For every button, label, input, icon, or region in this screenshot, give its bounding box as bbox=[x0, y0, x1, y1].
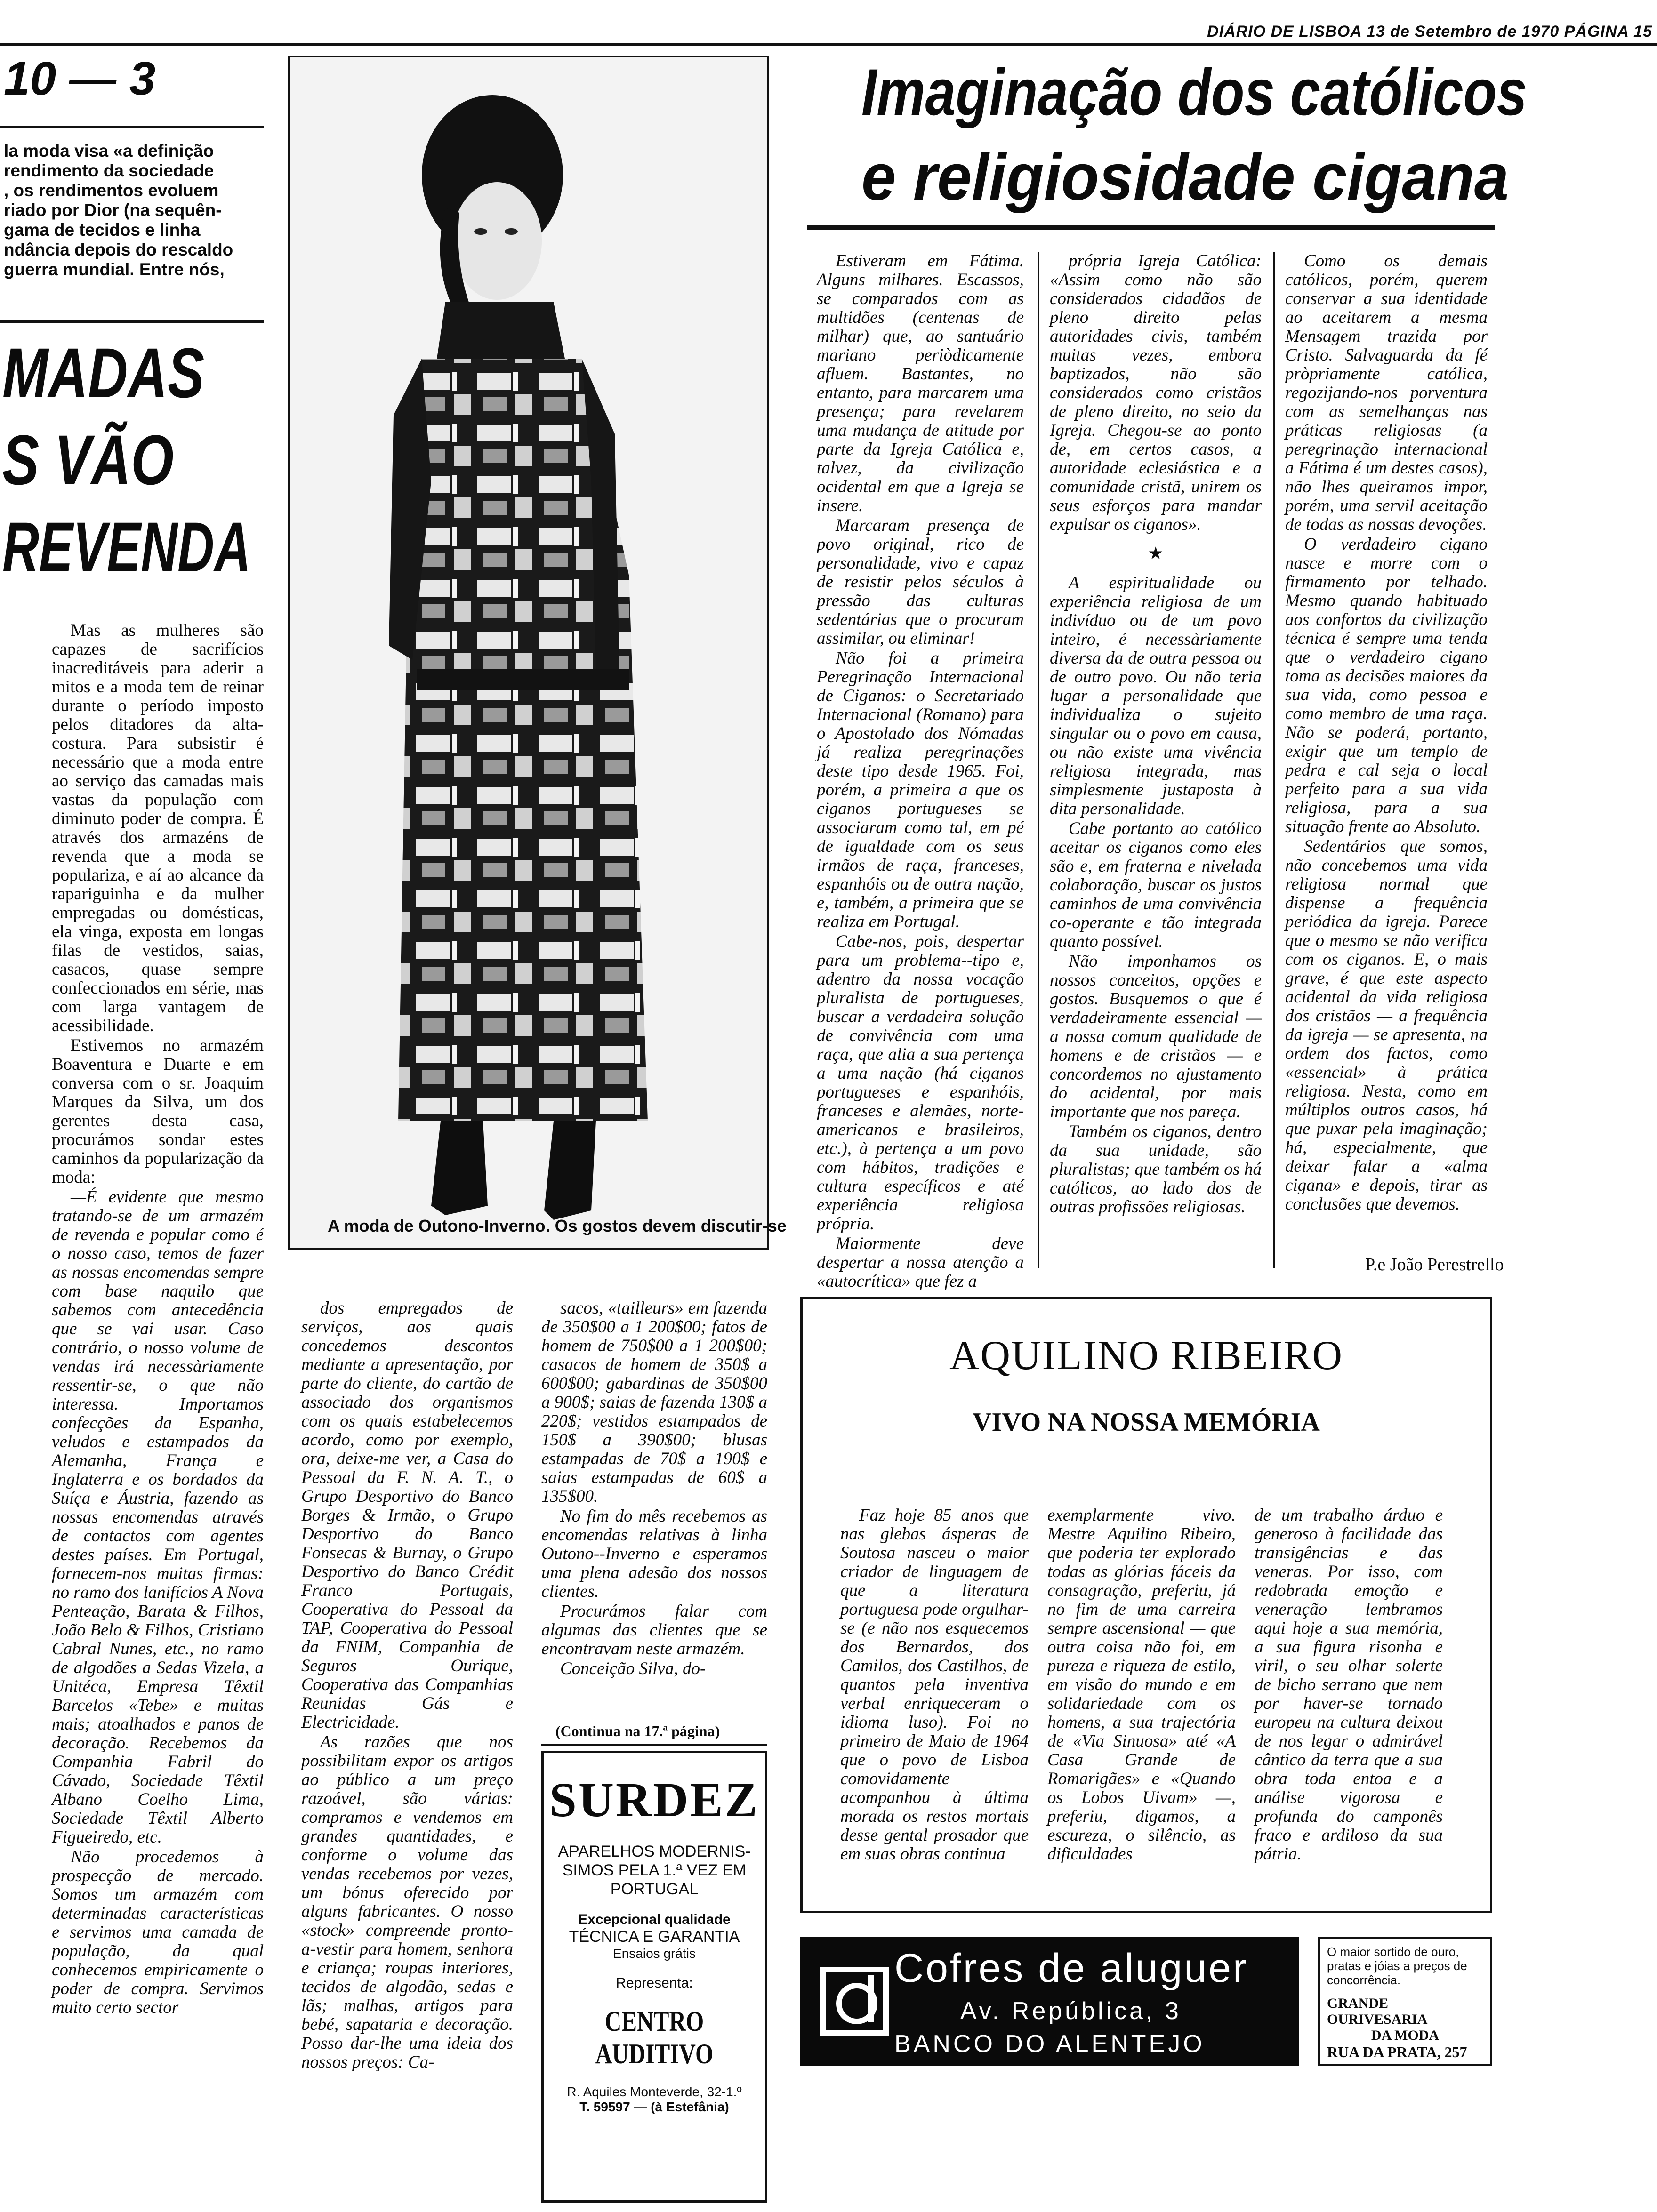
aquilino-col1: Faz hoje 85 anos que nas glebas ásperas de Soutosa nasceu o maior criador de linguagem de que a literatura portuguesa pode orgulhar-se (e não nos esquecemos dos Bernardos, dos Camilos, dos Castilhos, de quantos pela inventiva verbal enriqueceram o idioma luso). Foi no primeiro de Maio de 1964 que o povo de Lisboa comovidamente acompanhou à última morada os restos mortais desse gental prosador que em suas obras continua bbox=[840, 1506, 1029, 1864]
main-col1: Estiveram em Fátima. Alguns milhares. Escassos, se comparados com as multidões (centenas de milhar) que, ao santuário mariano periòdicamente afluem. Bastantes, no entanto, para marcarem uma presença; para revelarem uma mudança de atitude por parte da Igreja Católica e, talvez, da civilização ocidental em que a Igreja se insere. Marcaram presença de povo original, rico de personalidade, vivo e capaz de resistir pelos séculos à pressão das culturas sedentárias que o procuram assimilar, ou eliminar! Não foi a primeira Peregrinação Internacional de Ciganos: o Secretariado Internacional (Romano) para o Apostolado dos Nómadas já realiza peregrinações deste tipo desde 1965. Foi, porém, a primeira a que os ciganos portugueses se associaram como tal, em pé de igualdade com os seus irmãos de raça, franceses, espanhóis ou de outra nação, e, também, a primeira que se realiza em Portugal. Cabe-nos, pois, despertar para um problema--tipo e, adentro da nossa vocação pluralista de portugueses, buscar a verdadeira solução de convivência com uma raça, que alia a sua pertença a uma nação (há ciganos portugueses e espanhóis, franceses e alemães, norte-americanos e brasileiros, etc.), à pertença a um povo com hábitos, tradições e cultura específicos e até experiência religiosa própria. Maiormente deve despertar a nossa atenção a «autocrítica» que fez a bbox=[817, 251, 1024, 1291]
aquilino-box bbox=[800, 1297, 1492, 1913]
header-rule bbox=[0, 43, 1657, 46]
aquilino-subtitle: VIVO NA NOSSA MEMÓRIA bbox=[973, 1408, 1320, 1437]
main-headline-2: e religiosidade cigana bbox=[861, 140, 1509, 214]
ad-ourivesaria: O maior sortido de ouro, pratas e jóias a preços de concorrência. GRANDE OURIVESARIA DA MODA RUA DA PRATA, 257 bbox=[1318, 1937, 1492, 2066]
ad-surdez-company: CENTRO AUDITIVO bbox=[595, 2006, 714, 2069]
fashion-photo bbox=[288, 56, 787, 1250]
aquilino-col2: exemplarmente vivo. Mestre Aquilino Ribeiro, que poderia ter explorado todas as glórias fáceis da consagração, preferiu, já no fim de uma carreira sempre ascensional — que outra coisa não foi, em pureza e riqueza de estilo, em visão do mundo e em solidariedade com os homens, a sua trajectória de «Via Sinuosa» até «A Casa Grande de Romarigães» e «Quando os Lobos Uivam» —, preferiu, digamos, a escureza, o silêncio, as dificuldades bbox=[1047, 1506, 1236, 1864]
main-col2: própria Igreja Católica: «Assim como não são considerados cidadãos de pleno direito pelas autoridades civis, também muitas vezes, embora baptizados, não são considerados como cristãos de pleno direito, no seio da Igreja. Chegou-se ao ponto de, em certos casos, a autoridade eclesiástica e a comunidade cristã, unirem os seus esforços para mandar expulsar os ciganos». ★ A espiritualidade ou experiência religiosa de um indivíduo ou de um povo inteiro, é necessàriamente diversa da de outra pessoa ou de outro povo. Ou não teria lugar a personalidade que individualiza o sujeito singular ou o povo em causa, ou não existe uma vivência religiosa integrada, mas simplesmente justaposta à dita personalidade. Cabe portanto ao católico aceitar os ciganos como eles são e, em fraterna e nivelada colaboração, buscar os justos caminhos de uma convivência co-operante e tão integrada quanto possível. Não imponhamos os nossos conceitos, opções e gostos. Busquemos o que é verdadeiramente essencial — a nossa comum qualidade de homens e de cristãos — e concordemos no ajustamento do acidental, por mais importante que nos pareça. Também os ciganos, dentro da sua unidade, são pluralistas; que também os há católicos, ao lado dos de outras profissões religiosas. bbox=[1050, 251, 1262, 1217]
model-figure bbox=[290, 57, 767, 1248]
ad-surdez-title: SURDEZ bbox=[549, 1773, 759, 1827]
ad-banco-alentejo: Cofres de aluguer Av. República, 3 BANCO DO ALENTEJO bbox=[800, 1937, 1299, 2066]
photo-caption: A moda de Outono-Inverno. Os gostos devem discutir-se bbox=[328, 1216, 787, 1235]
bank-logo-icon bbox=[819, 1966, 890, 2036]
continuation-note: (Continua na 17.ª página) bbox=[555, 1723, 720, 1739]
main-headline-1: Imaginação dos católicos bbox=[861, 55, 1528, 129]
main-col3: Como os demais católicos, porém, querem conservar a sua identidade ao aceitarem a mesma Mensagem trazida por Cristo. Salvaguarda da fé pròpriamente católica, regozijando-nos porventura com as semelhanças nas práticas religiosas (a peregrinação internacional a Fátima é um destes casos), não lhes queiramos impor, porém, uma servil aceitação de todas as nossas devoções. O verdadeiro cigano nasce e morre com o firmamento por telhado. Mesmo quando habituado aos confortos da civilização técnica é sempre uma tenda que o verdadeiro cigano toma as decisões maiores da sua vida, como pessoa e como membro de uma raça. Não se poderá, portanto, exigir que um templo de pedra e cal seja o local perfeito para a sua vida religiosa, para a sua situação frente ao Absoluto. Sedentários que somos, não concebemos uma vida religiosa normal que dispense a frequência periódica da igreja. Parece que o mesmo se não verifica com os ciganos. E, o mais grave, é que este aspecto acidental da vida religiosa dos cristãos — a frequência da igreja — se apresenta, na ordem dos factos, como «essencial» à prática religiosa. Nesta, como em múltiplos outros casos, há que puxar pela imaginação; há, especialmente, que deixar falar a «alma cigana» e depois, tirar as conclusões que devemos. bbox=[1285, 251, 1488, 1214]
left-headline: MADAS S VÃO REVENDA bbox=[2, 333, 251, 586]
left-intro: la moda visa «a definição rendimento da sociedade , os rendimentos evoluem riado por Dior (na sequên- gama de tecidos e linha ndância depois do rescaldo guerra mundial. Entre nós, bbox=[4, 141, 233, 279]
left-body-col1: Mas as mulheres são capazes de sacrifícios inacreditáveis para aderir a mitos e a moda tem de reinar durante o período imposto pelos ditadores da alta-costura. Para subsistir é necessário que a moda entre ao serviço das camadas mais vastas da população com diminuto poder de compra. É através dos armazéns de revenda que a moda se populariza, e aí ao alcance da rapariguinha e da mulher empregadas ou domésticas, ela vinga, exposta em longas filas de vestidos, saias, casacos, quase sempre confeccionados em série, mas com larga vantagem de acessibilidade. Estivemos no armazém Boaventura e Duarte e em conversa com o sr. Joaquim Marques da Silva, um dos gerentes desta casa, procurámos sondar estes caminhos da popularização da moda: —É evidente que mesmo tratando-se de um armazém de revenda e popular como é o nosso caso, temos de fazer as nossas encomendas sempre com base naquilo que sabemos com antecedência que se vai usar. Caso contrário, o nosso volume de vendas irá necessàriamente ressentir-se, o que não interessa. Importamos confecções da Espanha, veludos e estampados da Alemanha, França e Inglaterra e os bordados da Suíça e Áustria, fazendo as nossas encomendas através de contactos com agentes destes países. Em Portugal, fornecem-nos muitas firmas: no ramo dos lanifícios A Nova Penteação, Barata & Filhos, João Belo & Filhos, Cristiano Cabral Nunes, etc., no ramo de algodões a Sedas Vizela, a Unitéca, Empresa Têxtil Barcelos «Tebe» e muitas mais; atoalhados e panos de decoração. Recebemos da Companhia Fabril do Cávado, Sociedade Têxtil Albano Coelho Lima, Sociedade Têxtil Alberto Figueiredo, etc. Não procedemos à prospecção de mercado. Somos um armazém com determinadas características e servimos uma camada de população, da qual conhecemos empiricamente o poder de compra. Servimos muito certo sector bbox=[52, 621, 264, 2017]
fragment-number: 10 — 3 bbox=[4, 52, 156, 105]
left-body-col3: sacos, «tailleurs» em fazenda de 350$00 a 1 200$00; fatos de homem de 750$00 a 1 200$00; casacos de homem de 350$ a 600$00; gabardinas de 350$00 a 900$; saias de fazenda 130$ a 220$; vestidos estampados de 150$ a 390$00; blusas estampadas de 70$ a 190$ e saias estampadas de 60$ a 135$00. No fim do mês recebemos as encomendas relativas à linha Outono--Inverno e esperamos uma plena adesão dos nossos clientes. Procurámos falar com algumas das clientes que se encontravam neste armazém. Conceição Silva, do- bbox=[541, 1298, 767, 1678]
aquilino-col3: de um trabalho árduo e generoso à facilidade das transigências e das veneras. Por isso, com redobrada emoção e veneração lembramos aqui hoje a sua memória, a sua figura risonha e viril, o seu olhar solerte de bicho serrano que nem por haver-se tornado europeu na cultura deixou de nos legar o admirável cântico da terra que a sua obra toda entoa e a análise vigorosa e profunda do camponês fraco e ardiloso da sua pátria. bbox=[1255, 1506, 1443, 1864]
left-body-col2: dos empregados de serviços, aos quais concedemos descontos mediante a apresentação, por parte do cliente, do cartão de associado dos organismos com os quais estabelecemos acordo, como por exemplo, ora, deixe-me ver, a Casa do Pessoal da F. N. A. T., o Grupo Desportivo do Banco Borges & Irmão, o Grupo Desportivo do Banco Fonsecas & Burnay, o Grupo Desportivo do Banco Crédit Franco Portugais, Cooperativa do Pessoal da TAP, Cooperativa do Pessoal da FNIM, Companhia de Seguros Ourique, Cooperativa das Companhias Reunidas Gás e Electricidade. As razões que nos possibilitam expor os artigos ao público a um preço razoável, são várias: compramos e vendemos em grandes quantidades, e conforme o volume das vendas recebemos por vezes, um bónus oferecido por alguns fabricantes. O nosso «stock» compreende pronto-a-vestir para homem, senhora e criança; roupas interiores, tecidos de algodão, sedas e lãs; malhas, artigos para bebé, sapataria e decoração. Posso dar-lhe uma ideia dos nossos preços: Ca- bbox=[301, 1298, 513, 2072]
ad-surdez: SURDEZ APARELHOS MODERNIS- SIMOS PELA 1.ª VEZ EM PORTUGAL Excepcional qualidade TÉCNICA E GARANTIA Ensaios grátis Representa: CENTRO AUDITIVO R. Aquiles Monteverde, 32-1.º T. 59597 — (à Estefânia) bbox=[541, 1751, 767, 2203]
ad-banco-title: Cofres de aluguer bbox=[894, 1946, 1248, 1991]
running-head: DIÁRIO DE LISBOA 13 de Setembro de 1970 PÁGINA 15 bbox=[1207, 23, 1652, 40]
aquilino-title: AQUILINO RIBEIRO bbox=[949, 1333, 1343, 1378]
article-author: P.e João Perestrello bbox=[1365, 1255, 1504, 1274]
